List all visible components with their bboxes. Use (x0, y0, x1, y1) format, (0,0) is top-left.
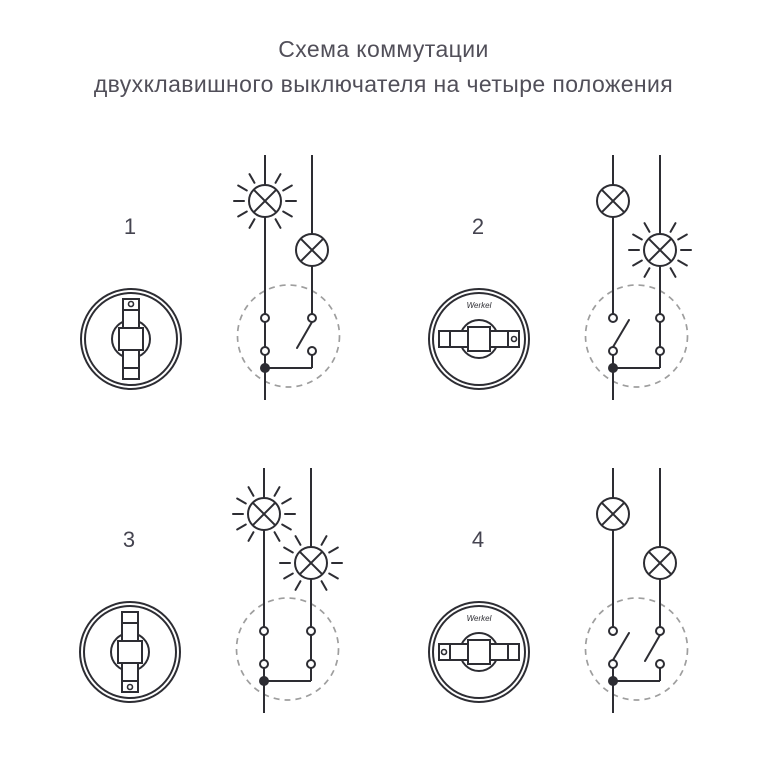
lamp-ray (633, 235, 642, 240)
switch-boundary-dashed-circle (238, 285, 340, 387)
panel-1 (60, 128, 390, 450)
contact-terminal (260, 627, 268, 635)
panel-number: 4 (471, 527, 485, 552)
lamp-ray (238, 212, 247, 217)
lamp-ray (249, 532, 254, 541)
page-title (0, 32, 767, 102)
panel-3 (59, 441, 389, 763)
screw-icon (442, 650, 447, 655)
panel-4-diagram (408, 441, 738, 763)
toggle-center-square (119, 328, 143, 350)
contact-terminal (261, 314, 269, 322)
lamp-left-off-icon (597, 185, 629, 217)
panel-2-diagram (408, 128, 738, 450)
lamp-ray (678, 235, 687, 240)
lamp-ray (283, 186, 292, 191)
right-switch-blade-open (297, 322, 312, 348)
lamp-ray (284, 574, 293, 579)
screw-icon (128, 685, 133, 690)
toggle-center-square (468, 640, 490, 664)
lamp-ray (275, 487, 280, 496)
lamp-ray (237, 525, 246, 530)
contact-terminal (609, 314, 617, 322)
panel-2 (408, 128, 738, 450)
panel-3-diagram (59, 441, 389, 763)
brand-logo: Werkel (466, 301, 492, 310)
lamp-right-off-icon (644, 547, 676, 579)
lamp-ray (250, 174, 255, 183)
lamp-ray (276, 174, 281, 183)
switch-boundary-dashed-circle (237, 598, 339, 700)
lamp-ray (645, 268, 650, 277)
panel-number: 2 (471, 214, 485, 239)
junction-dot (260, 363, 270, 373)
junction-dot (259, 676, 269, 686)
screw-icon (512, 337, 517, 342)
contact-terminal (656, 347, 664, 355)
contact-terminal (609, 627, 617, 635)
left-switch-blade-open (613, 633, 629, 660)
lamp-ray (296, 536, 301, 545)
lamp-ray (329, 548, 338, 553)
lamp-ray (250, 219, 255, 228)
contact-terminal (609, 347, 617, 355)
lamp-ray (322, 536, 327, 545)
lamp-ray (283, 212, 292, 217)
lamp-ray (275, 532, 280, 541)
lamp-ray (282, 499, 291, 504)
lamp-right-off-icon (296, 234, 328, 266)
switch-boundary-dashed-circle (586, 285, 688, 387)
panel-4 (408, 441, 738, 763)
contact-terminal (609, 660, 617, 668)
contact-terminal (308, 347, 316, 355)
contact-terminal (308, 314, 316, 322)
junction-dot (608, 363, 618, 373)
junction-dot (608, 676, 618, 686)
contact-terminal (307, 627, 315, 635)
lamp-ray (671, 268, 676, 277)
lamp-ray (633, 261, 642, 266)
title-line-2: двухклавишного выключателя на четыре положения (93, 71, 674, 97)
lamp-ray (645, 223, 650, 232)
lamp-ray (329, 574, 338, 579)
lamp-left-off-icon (597, 498, 629, 530)
screw-icon (129, 302, 134, 307)
lamp-ray (322, 581, 327, 590)
contact-terminal (656, 314, 664, 322)
lamp-ray (276, 219, 281, 228)
panel-number: 3 (122, 527, 136, 552)
lamp-ray (249, 487, 254, 496)
lamp-ray (284, 548, 293, 553)
right-switch-blade-open (645, 635, 660, 661)
left-switch-blade-open (613, 320, 629, 347)
contact-terminal (656, 627, 664, 635)
toggle-center-square (118, 641, 142, 663)
contact-terminal (261, 347, 269, 355)
switch-boundary-dashed-circle (586, 598, 688, 700)
title-line-1: Схема коммутации (278, 36, 489, 62)
lamp-ray (296, 581, 301, 590)
panel-1-diagram (60, 128, 390, 450)
contact-terminal (307, 660, 315, 668)
lamp-ray (282, 525, 291, 530)
contact-terminal (656, 660, 664, 668)
lamp-ray (237, 499, 246, 504)
lamp-ray (238, 186, 247, 191)
lamp-ray (678, 261, 687, 266)
brand-logo: Werkel (466, 614, 492, 623)
panel-number: 1 (123, 214, 137, 239)
toggle-center-square (468, 327, 490, 351)
lamp-ray (671, 223, 676, 232)
contact-terminal (260, 660, 268, 668)
